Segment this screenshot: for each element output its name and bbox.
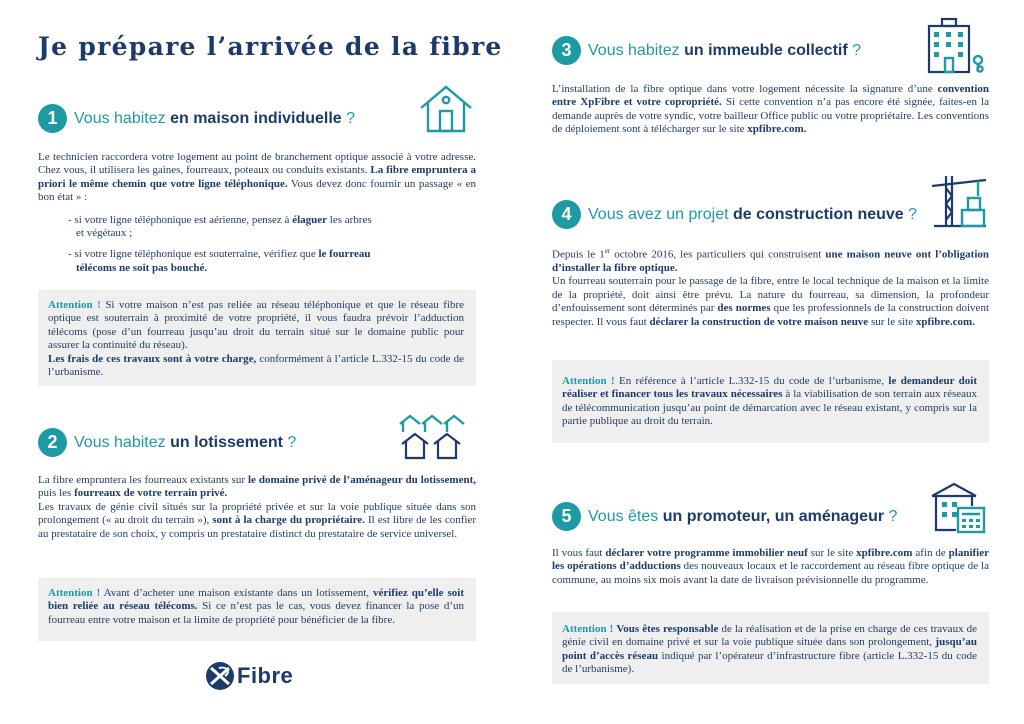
section-number-badge: 1 [38,104,67,133]
crane-icon [928,172,990,230]
section-number-badge: 2 [38,428,67,457]
section-1-heading: 1 Vous habitez en maison individuelle ? [38,104,355,133]
office-calculator-icon [928,480,988,534]
section-number-badge: 5 [552,502,581,531]
attention-box-1: Attention ! Si votre maison n’est pas reliée au réseau téléphonique et que le réseau fibre optique est souterrain à proximité de votre propriété, il vous faudra prévoir l’adduction télécoms (pose d’un fourreau jusqu’au droit du terrain situé sur le domaine public pour assurer la continuité du réseau). Les frais de ces travaux sont à votre charge, conformément à l’article L.332-15 du code de l’urbanisme. [38,290,476,386]
section-2-heading: 2 Vous habitez un lotissement ? [38,428,296,457]
page-title: Je prépare l’arrivée de la fibre [38,32,503,61]
section-1-body: Le technicien raccordera votre logement au point de branchement optique associé à votre adresse. Chez vous, il utilisera les gaines, fourreaux, poteaux ou conduits existants. La fibre empruntera a priori le même chemin que votre ligne téléphonique. Vous devez donc fournir un passage « en bon état » : - si votre ligne téléphonique est aérienne, pensez à élaguer les arbres et végétaux ; - si votre ligne téléphonique est souterraine, vérifiez que le fourreau télécoms ne soit pas bouché. [38,151,477,274]
section-4-heading: 4 Vous avez un projet de construction neuve ? [552,200,917,229]
section-4-body: Depuis le 1er octobre 2016, les particuliers qui construisent une maison neuve ont l’obligation d’installer la fibre optique. Un fourreau souterrain pour le passage de la fibre, entre le local technique de la maison et la limite de la propriété, doit ainsi être prévu. La nature du fourreau, sa dimension, la profondeur d’enfouissement sont déterminés par des normes que les professionnels de la construction doivent respecter. Il vous faut déclarer la construction de votre maison neuve sur le site xpfibre.com. [552,247,989,328]
attention-box-2: Attention ! Avant d’acheter une maison existante dans un lotissement, vérifiez qu’elle soit bien reliée au réseau télécoms. Si ce n’est pas le cas, vous devez financer la pose d’un fourreau entre votre maison et la limite de propriété pour bénéficier de la fibre. [38,578,476,641]
logo-text: Fibre [237,663,294,688]
xpfibre-logo [205,660,293,692]
attention-box-4: Attention ! En référence à l’article L.332-15 du code de l’urbanisme, le demandeur doit réaliser et financer tous les travaux nécessaires à la viabilisation de son terrain aux réseaux de télécommunication jusqu’au point de démarcation avec le réseau existant, y compris sur la partie publique au droit du terrain. [552,360,989,443]
section-5-body: Il vous faut déclarer votre programme immobilier neuf sur le site xpfibre.com afin de planifier les opérations d’adductions des nouveaux locaux et le raccordement au réseau fibre optique de la commune, au moins six mois avant la date de livraison prévisionnelle du programme. [552,547,989,586]
section-2-body: La fibre empruntera les fourreaux existants sur le domaine privé de l’aménageur du lotissement, puis les fourreaux de votre terrain privé. Les travaux de génie civil situés sur la propriété privée et sur la voie publique située dans son prolongement (« au droit du terrain »), sont à la charge du propriétaire. Il est libre de les confier au prestataire de son choix, y compris un prestataire distinct du prestataire de service universel. [38,474,476,540]
section-number-badge: 3 [552,36,581,65]
section-3-body: L’installation de la fibre optique dans votre logement nécessite la signature d’une convention entre XpFibre et votre copropriété. Si cette convention n’a pas encore été signée, faites-en la demande auprès de votre syndic, votre bailleur Office public ou votre propriétaire. Les conventions de déploiement sont à télécharger sur le site xpfibre.com. [552,83,989,136]
section-number-badge: 4 [552,200,581,229]
list-item: - si votre ligne téléphonique est souterraine, vérifiez que le fourreau télécoms ne soit pas bouché. [68,248,371,274]
houses-icon [396,412,476,462]
house-icon [418,83,474,135]
attention-box-5: Attention ! Vous êtes responsable de la réalisation et de la prise en charge de ces travaux de génie civil en domaine privé et sur la voie publique située dans son prolongement, jusqu’au point d’accès réseau indiqué par l’opérateur d’infrastructure fibre (article L.332-15 du code de l’urbanisme). [552,612,989,684]
list-item: - si votre ligne téléphonique est aérienne, pensez à élaguer les arbres et végétaux ; [68,213,372,240]
building-icon [924,14,988,76]
section-3-heading: 3 Vous habitez un immeuble collectif ? [552,36,861,65]
section-5-heading: 5 Vous êtes un promoteur, un aménageur ? [552,502,897,531]
xpfibre-logo-mark [205,660,235,692]
